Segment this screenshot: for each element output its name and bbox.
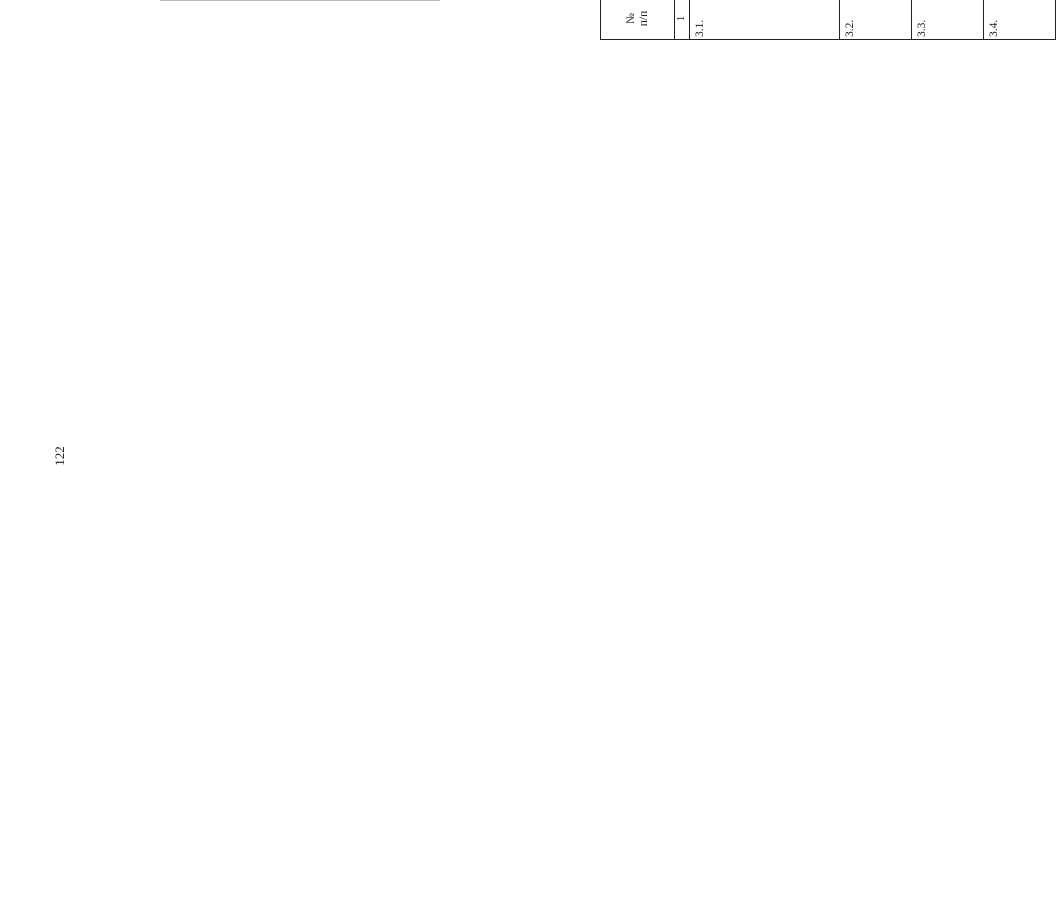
table-row bbox=[911, 0, 983, 40]
row-num: 3.3. bbox=[911, 0, 983, 40]
col-number: 1 bbox=[675, 0, 690, 40]
financing-table bbox=[600, 0, 1056, 40]
row-num: 3.2. bbox=[839, 0, 911, 40]
table-row bbox=[983, 0, 1055, 40]
header-num: № п/п bbox=[601, 0, 675, 40]
page-number: 122 bbox=[52, 446, 67, 466]
rotated-table-wrapper bbox=[600, 0, 1060, 40]
row-num: 3.1. bbox=[689, 0, 839, 40]
table-row bbox=[689, 0, 839, 40]
scan-edge-line bbox=[160, 0, 440, 1]
row-num: 3.4. bbox=[983, 0, 1055, 40]
table-row bbox=[839, 0, 911, 40]
